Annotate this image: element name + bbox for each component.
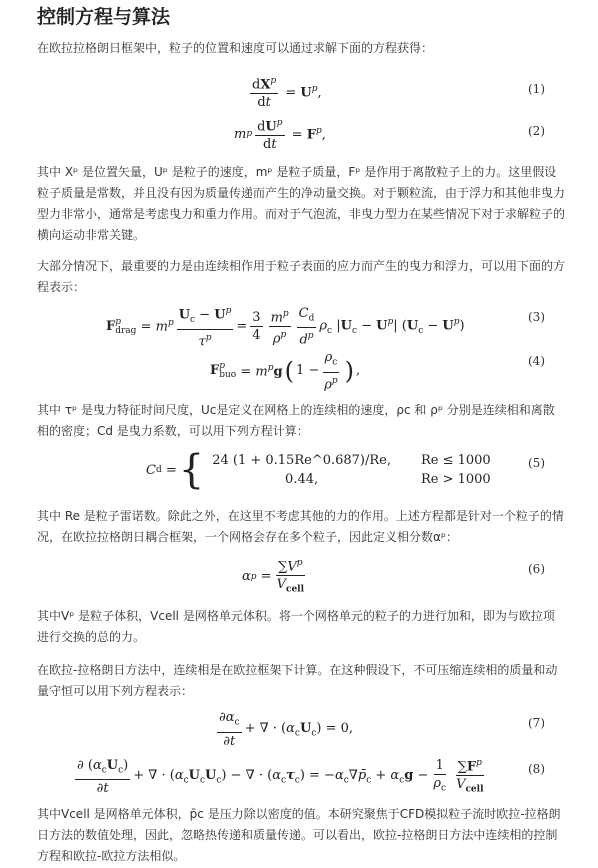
equation-number: (5) [528,456,545,470]
equation-number: (8) [528,762,545,776]
paragraph-forces: 大部分情况下，最重要的力是由连续相作用于粒子表面的应力而产生的曳力和浮力，可以用下面的方程表示： [37,259,566,294]
equation-number: (1) [528,82,545,96]
paragraph-conclusion: 其中Vcell 是网格单元体积，p̄c 是压力除以密度的值。本研究聚焦于CFD模拟粒子流时欧拉-拉格朗日方法的数值处理，因此，忽略热传递和质量传递。可以看出，欧拉-拉格朗日方法中连续相的控制方程和欧拉-欧拉方法相似。 [37,807,561,863]
equation-number: (2) [528,124,545,138]
equation-number: (3) [528,310,545,324]
equation-number: (7) [528,716,545,730]
eq5-case-1: 24 (1 + 0.15Re^0.687)/Re, [212,453,391,468]
equation-7: $\frac{\partial\alpha_c}{\partial t}$ + ∇ · $(\alpha_cU_c) = 0$, (7) [219,710,545,749]
equation-number: (6) [528,562,545,576]
eq5-condition-1: Re ≤ 1000 [420,453,491,468]
equation-1: $\frac{dX^p}{dt}$ = $U^p$, (1) [252,76,545,111]
eq5-condition-2: Re > 1000 [420,472,491,487]
paragraph-volume: 其中Vᵖ 是粒子体积，Vcell 是网格单元体积。将一个网格单元的粒子的力进行加和，即为与欧拉项进行交换的总的力。 [37,609,555,644]
equation-4: F p buo = $m^pg$ ( 1 − $\frac{\rho_c}{\rho^p}$ ) , (4) [210,350,545,392]
equation-number: (4) [528,354,545,368]
paragraph-reynolds: 其中 Re 是粒子雷诺数。除此之外，在这里不考虑其他的力的作用。上述方程都是针对一个粒子的情况，在欧拉拉格朗日耦合框架，一个网格会存在多个粒子，因此定义相分数αᵖ： [37,509,564,544]
paragraph-intro: 在欧拉拉格朗日框架中，粒子的位置和速度可以通过求解下面的方程获得： [37,41,434,55]
section-title: 控制方程与算法 [37,6,171,28]
paragraph-continuous-phase: 在欧拉-拉格朗日方法中，连续相是在欧拉框架下计算。在这种假设下，不可压缩连续相的质量和动量守恒可以用下列方程表示： [37,663,558,698]
paragraph-variables: 其中 Xᵖ 是位置矢量，Uᵖ 是粒子的速度，mᵖ 是粒子质量，Fᵖ 是作用于离散粒子上的力。这里假设粒子质量是常数，并且没有因为质量传递而产生的净动量交换。对于颗粒流，由于浮力和其他非曳力型力非常小，通常是考虑曳力和重力作用。而对于气泡流，非曳力型力在某些情况下对于求解粒子的横向运动非常关键。 [37,165,566,242]
equation-6: α p = $\frac{\sum V^p}{V_{cell}}$ (6) [242,558,545,595]
paragraph-drag-params: 其中 τᵖ 是曳力特征时间尺度，Uc是定义在网格上的连续相的速度，ρc 和 ρᵖ 分别是连续相和离散相的密度；Cd 是曳力系数，可以用下列方程计算： [37,403,555,438]
eq5-case-2: 0.44, [285,472,319,487]
equation-3: F p drag = $m^p$ $\frac{U_c - U^p}{\tau^p}$ = $\frac{3}{4}$ $\frac{m^p}{\rho^p}$ $\frac{C_d}{d^p}$ $\rho_c$ $|U_c - U^p|$ $(U_c - U^p)$ (3) [106,305,545,350]
equation-5: C d = { 24 (1 + 0.15Re^0.687)/Re, Re ≤ 1000 0.44, Re > 1000 (5) [146,447,545,493]
equation-2: m p $\frac{dU^p}{dt}$ = $F^p$, (2) [234,118,545,153]
equation-8: $\frac{\partial (\alpha_cU_c)}{\partial t}$ + ∇ · $(\alpha_cU_cU_c)$ − ∇ · $(\alpha_c\tau_c)$ = $-\alpha_c\nabla p̄_c + \alpha_cg$ − $\frac{1}{\rho_c}$ $\frac{\sum F^p}{V_{cell}}$ (8) [77,757,545,797]
